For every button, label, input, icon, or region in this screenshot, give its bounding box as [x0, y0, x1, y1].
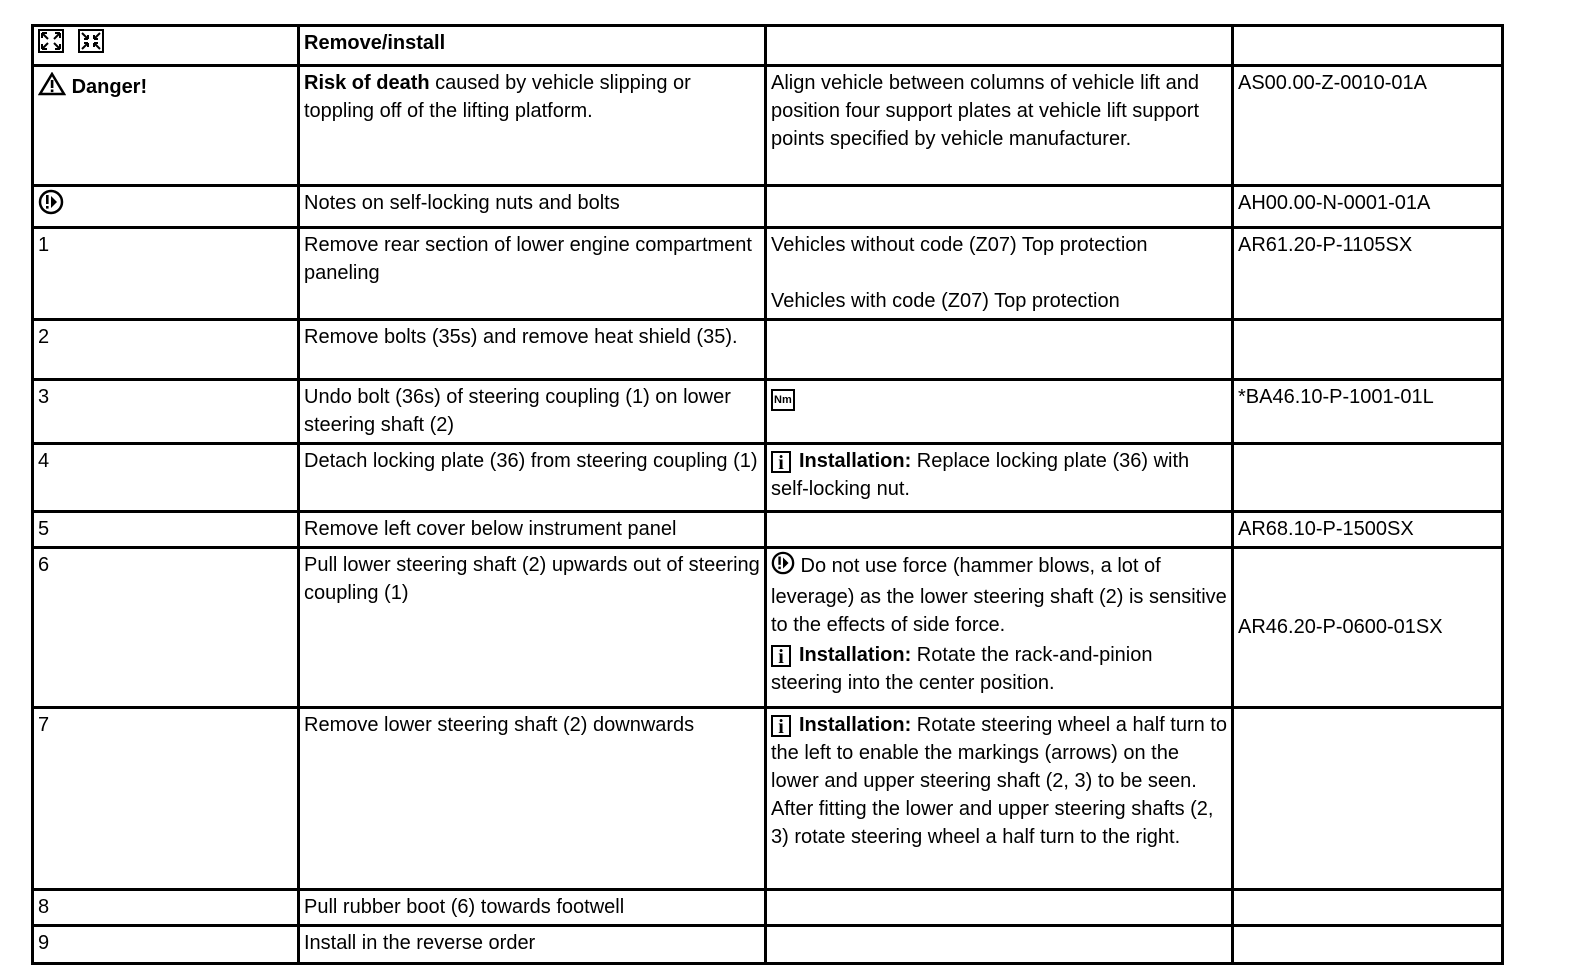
- step-ref-text[interactable]: AR46.20-P-0600-01SX: [1238, 616, 1443, 638]
- step-action: Install in the reverse order: [299, 926, 766, 964]
- installation-label: Installation:: [799, 450, 912, 472]
- installation-label: Installation:: [799, 714, 912, 736]
- note-icon-cell: [33, 186, 299, 228]
- step-number: 7: [33, 708, 299, 890]
- installation-note: [771, 641, 1227, 697]
- table-row: [33, 228, 1503, 320]
- danger-risk-cell: [299, 66, 766, 186]
- step-info: [766, 380, 1233, 444]
- torque-nm-icon[interactable]: Nm: [771, 389, 795, 411]
- table-row: [33, 926, 1503, 964]
- step-info: [766, 228, 1233, 320]
- step-number: 2: [33, 320, 299, 380]
- caution-note: [771, 551, 1227, 639]
- danger-instruction: Align vehicle between columns of vehicle lift and position four support plates at vehicle lift support points specified by vehicle manufacturer.: [766, 66, 1233, 186]
- warning-triangle-icon: [38, 72, 66, 104]
- step-info: [766, 926, 1233, 964]
- step-number: 9: [33, 926, 299, 964]
- danger-row: [33, 66, 1503, 186]
- installation-text: Rotate steering wheel a half turn to the left to enable the markings (arrows) on the lower and upper steering shaft (2, 3) to be seen. After fitting the lower and upper steering shafts (2, 3) rotate steering wheel a half turn to the right.: [771, 714, 1227, 848]
- table-row: [33, 890, 1503, 926]
- installation-label: Installation:: [799, 644, 912, 666]
- step-action: Remove bolts (35s) and remove heat shield (35).: [299, 320, 766, 380]
- header-row: [33, 26, 1503, 66]
- risk-bold: Risk of death: [304, 72, 430, 94]
- installation-text: Replace locking plate (36) with self-locking nut.: [771, 450, 1190, 500]
- step-ref[interactable]: AR61.20-P-1105SX: [1233, 228, 1503, 320]
- step-ref: [1233, 444, 1503, 512]
- procedure-table: [31, 24, 1504, 965]
- header-empty-3: [766, 26, 1233, 66]
- step-number: 3: [33, 380, 299, 444]
- step-info-b: Vehicles with code (Z07) Top protection: [771, 290, 1120, 312]
- step-action: Remove lower steering shaft (2) downwards: [299, 708, 766, 890]
- header-icons-cell: [33, 26, 299, 66]
- step-ref[interactable]: [1233, 548, 1503, 708]
- step-action: Pull lower steering shaft (2) upwards out of steering coupling (1): [299, 548, 766, 708]
- header-title: Remove/install: [299, 26, 766, 66]
- step-info-a: Vehicles without code (Z07) Top protection: [771, 234, 1148, 256]
- risk-rest: caused by vehicle slipping or toppling off of the lifting platform.: [304, 72, 691, 122]
- note-empty: [766, 186, 1233, 228]
- header-empty-4: [1233, 26, 1503, 66]
- table-row: [33, 548, 1503, 708]
- step-action: Remove rear section of lower engine compartment paneling: [299, 228, 766, 320]
- caution-circle-icon: [771, 551, 795, 583]
- info-box-icon: i: [771, 715, 791, 737]
- step-info: [766, 512, 1233, 548]
- table-row: [33, 444, 1503, 512]
- step-action: Remove left cover below instrument panel: [299, 512, 766, 548]
- info-box-icon: i: [771, 645, 791, 667]
- installation-text: Rotate the rack-and-pinion steering into the center position.: [771, 644, 1153, 694]
- note-row: [33, 186, 1503, 228]
- step-ref: [1233, 890, 1503, 926]
- table-row: [33, 320, 1503, 380]
- note-ref[interactable]: AH00.00-N-0001-01A: [1233, 186, 1503, 228]
- step-info: [766, 548, 1233, 708]
- step-ref: [1233, 926, 1503, 964]
- step-info: [766, 708, 1233, 890]
- step-info: [766, 320, 1233, 380]
- step-action: Undo bolt (36s) of steering coupling (1) on lower steering shaft (2): [299, 380, 766, 444]
- step-action: Detach locking plate (36) from steering coupling (1): [299, 444, 766, 512]
- step-number: 4: [33, 444, 299, 512]
- note-text: Notes on self-locking nuts and bolts: [299, 186, 766, 228]
- danger-cell: [33, 66, 299, 186]
- step-number: 8: [33, 890, 299, 926]
- info-box-icon: i: [771, 451, 791, 473]
- step-number: 1: [33, 228, 299, 320]
- danger-ref[interactable]: AS00.00-Z-0010-01A: [1233, 66, 1503, 186]
- step-ref[interactable]: AR68.10-P-1500SX: [1233, 512, 1503, 548]
- step-ref: [1233, 708, 1503, 890]
- danger-label: Danger!: [71, 76, 148, 98]
- collapse-icon[interactable]: [78, 29, 104, 61]
- caution-text: Do not use force (hammer blows, a lot of leverage) as the lower steering shaft (2) is sensitive to the effects of side force.: [771, 555, 1227, 636]
- step-action: Pull rubber boot (6) towards footwell: [299, 890, 766, 926]
- step-number: 5: [33, 512, 299, 548]
- table-row: [33, 380, 1503, 444]
- step-number: 6: [33, 548, 299, 708]
- expand-icon[interactable]: [38, 29, 64, 61]
- step-ref: [1233, 320, 1503, 380]
- table-row: [33, 512, 1503, 548]
- step-ref[interactable]: *BA46.10-P-1001-01L: [1233, 380, 1503, 444]
- table-row: [33, 708, 1503, 890]
- step-info: [766, 444, 1233, 512]
- caution-circle-icon: [38, 189, 64, 223]
- step-info: [766, 890, 1233, 926]
